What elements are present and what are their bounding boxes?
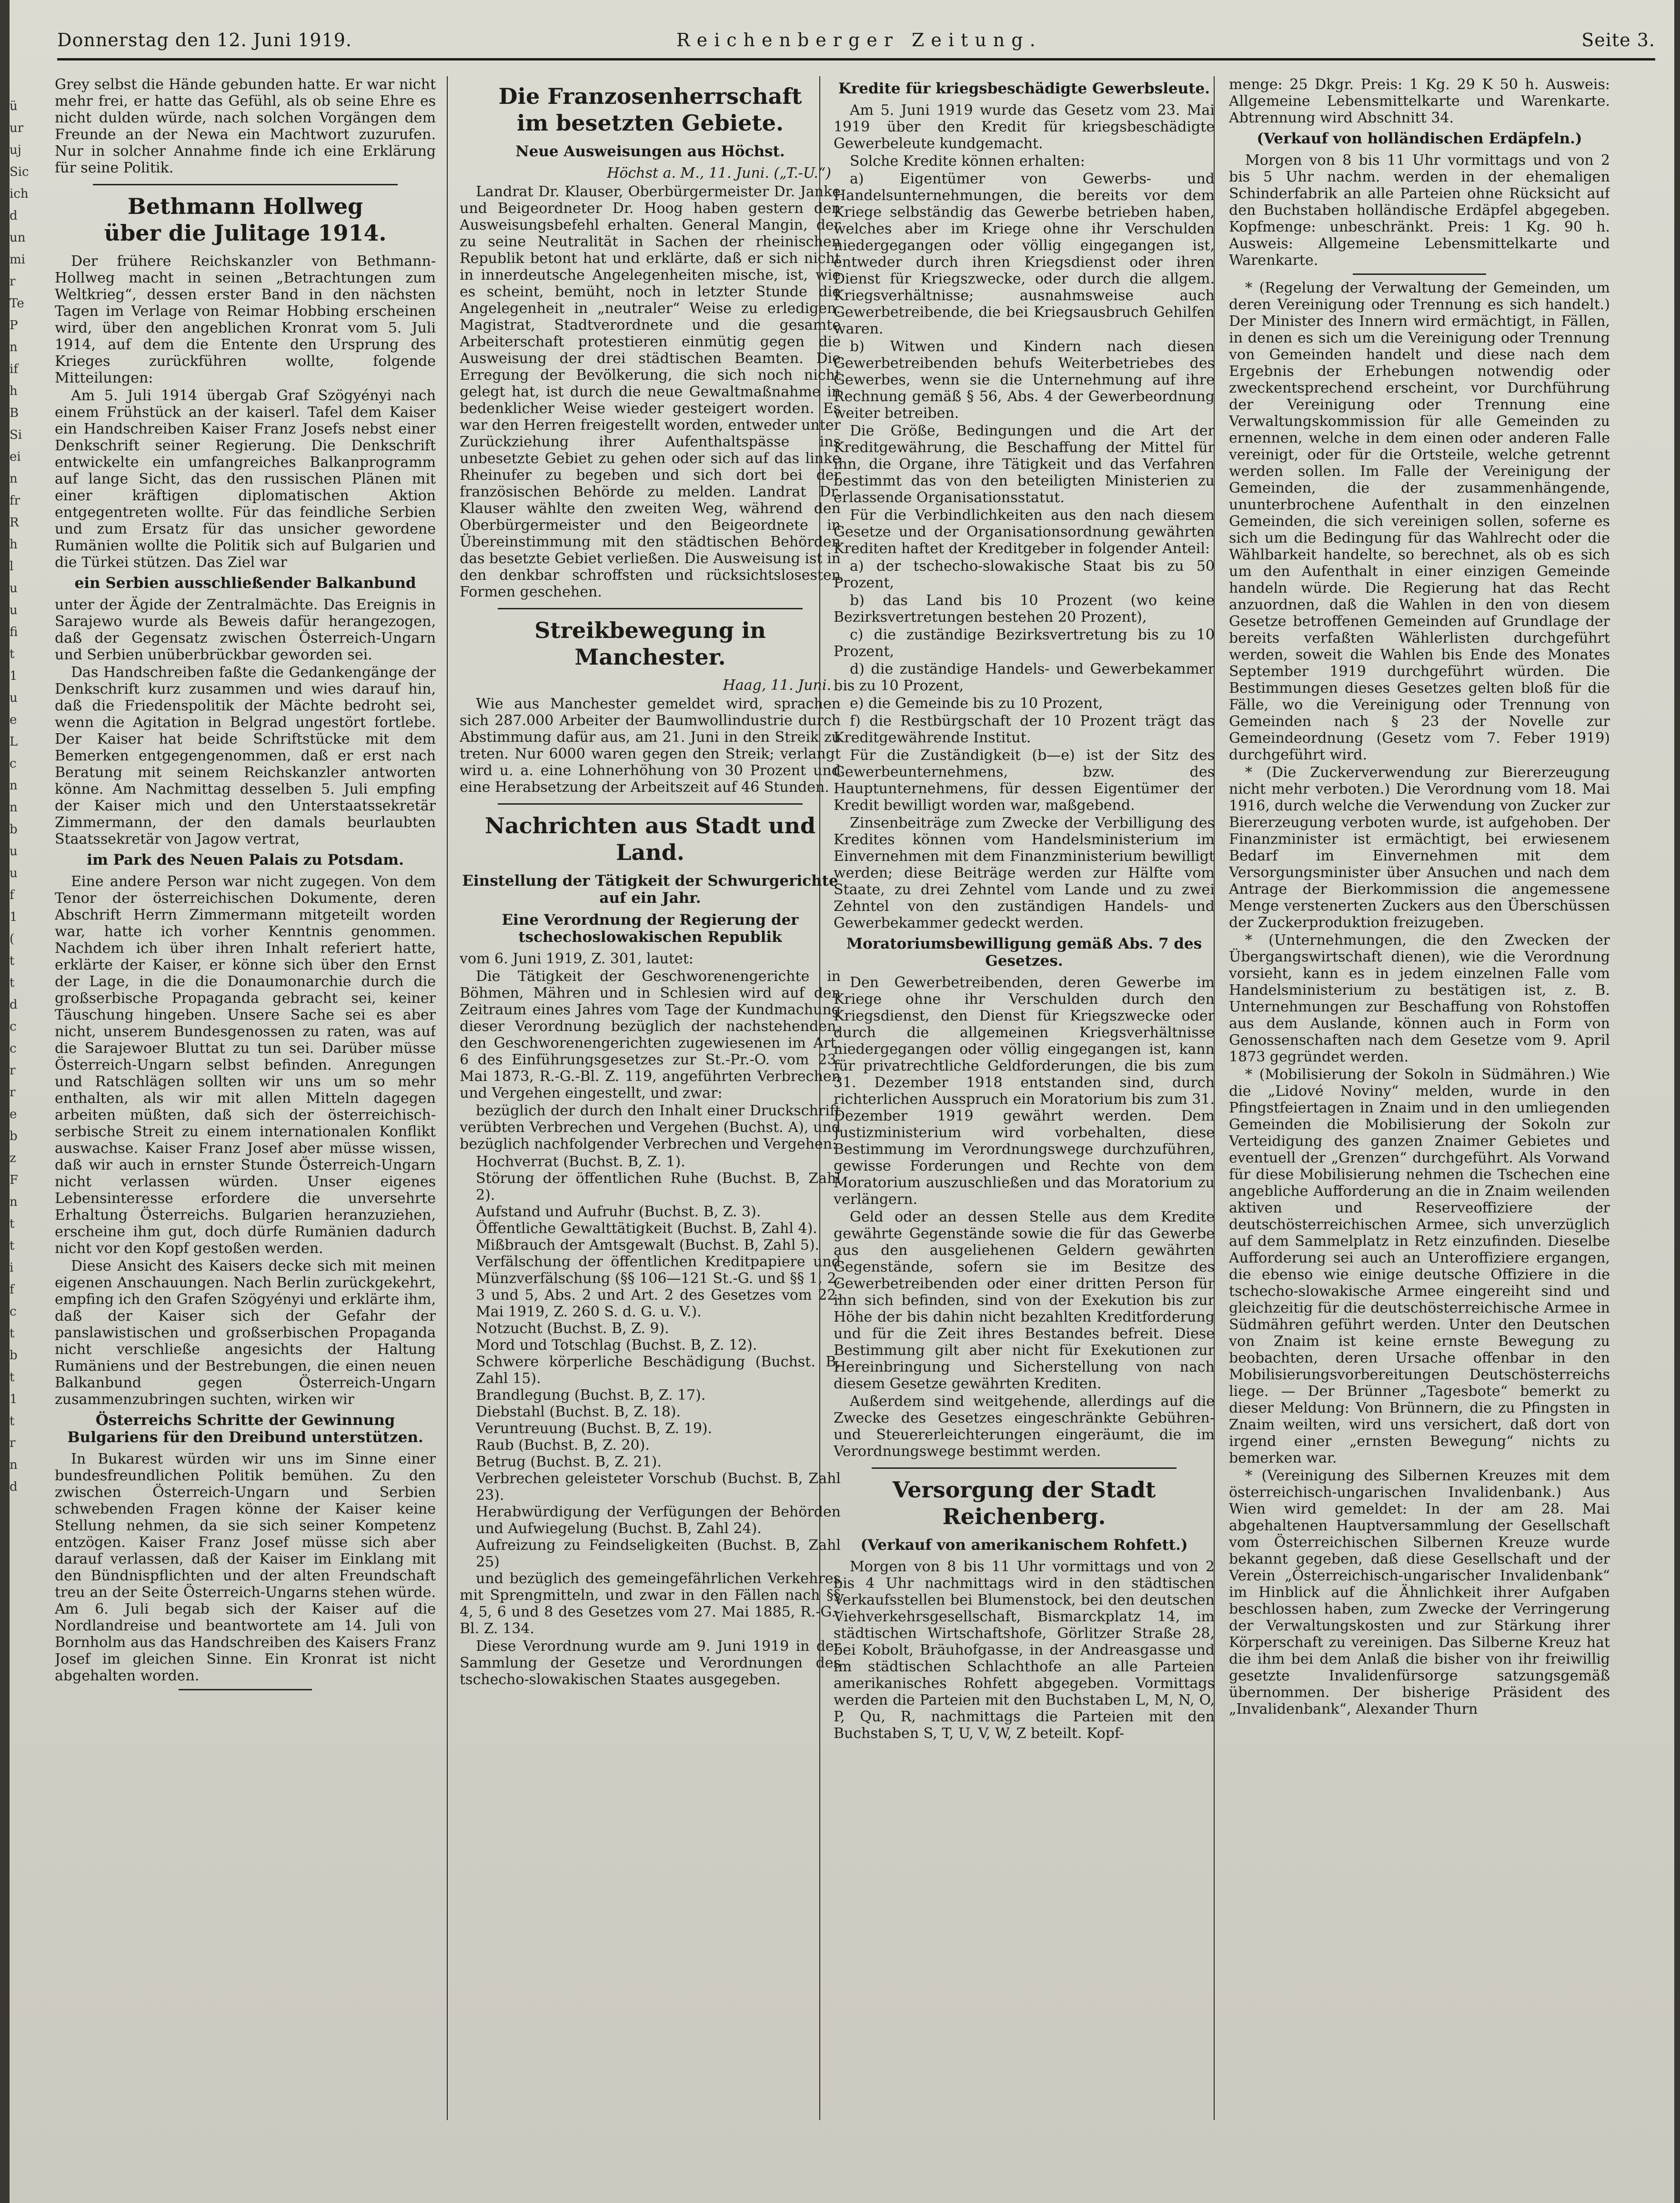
list-item: Verbrechen geleisteter Vorschub (Buchst. B, Zahl 23). — [476, 1470, 841, 1504]
paragraph: f) die Restbürgschaft der 10 Prozent trägt das Kreditgewährende Institut. — [834, 713, 1215, 746]
article-divider — [179, 1689, 312, 1690]
paragraph: b) Witwen und Kindern nach diesen Gewerbetreibenden behufs Weiterbetriebes des Gewerbes, wenn sie die Unternehmung auf ihre Rechnung gemäß § 56, Abs. 4 der Gewerbeordnung weiter betreiben. — [834, 338, 1215, 422]
list-item: Aufreizung zu Feindseligkeiten (Buchst. B, Zahl 25) — [476, 1537, 841, 1570]
article-continuation: Grey selbst die Hände gebunden hatte. Er war nicht mehr frei, er hatte das Gefühl, als ob seine Ehre es nicht dulden würde, nach solchen Vorgängen dem Freunde an der Newa ein Machtwort zuzurufen. Nur in solcher Annahme finde ich eine Erklärung für seine Politik. — [55, 76, 436, 176]
headline-nachrichten: Nachrichten aus Stadt und Land. — [484, 813, 816, 865]
paragraph: Eine andere Person war nicht zugegen. Von dem Tenor der österreichischen Dokumente, deren Abschrift Herrn Zimmermann mitgeteilt worden war, hatte ich vorher Kenntnis genommen. Nachdem ich über ihren Inhalt referiert hatte, erklärte der Kaiser, er könne sich über den Ernst der Lage, in die die Donaumonarchie durch die großserbische Propaganda gebracht sei, keiner Täuschung hingeben. Unsere Sache sei es aber nicht, unserem Bundesgenossen zu raten, was auf die Sarajewoer Bluttat zu tun sei. Darüber müsse Österreich-Ungarn selbst befinden. Anregungen und Ratschlägen sollten wir uns um so mehr enthalten, als wir mit allen Mitteln dagegen arbeiten müßten, daß sich der österreichisch-serbische Streit zu einem internationalen Konflikt auswachse. Kaiser Franz Josef aber müsse wissen, daß wir auch in ernster Stunde Österreich-Ungarn nicht verlassen würden. Unser eigenes Lebensinteresse erfordere die unversehrte Erhaltung Österreichs. Bulgarien heranzuziehen, erscheine ihm gut, doch dürfe Rumänien dadurch nicht vor den Kopf gestoßen werden. — [55, 873, 436, 1257]
list-item: Störung der öffentlichen Ruhe (Buchst. B, Zahl 2). — [476, 1170, 841, 1203]
newspaper-page — [10, 0, 1674, 2203]
news-item: * (Die Zuckerverwendung zur Biererzeugung nicht mehr verboten.) Die Verordnung vom 18. Mai 1916, durch welche die Verwendung von Zucker zur Biererzeugung verboten wurde, ist aufgehoben. Der Finanzminister ist ermächtigt, bei erwiesenem Bedarf im Einvernehmen mit dem Versorgungsminister über Ansuchen und nach dem Antrage der Bierkommission die angemessene Menge verstenerten Zuckers aus den Überschüssen der Zuckerproduktion freizugeben. — [1229, 764, 1610, 931]
list-item: Mord und Totschlag (Buchst. B, Z. 12). — [476, 1337, 757, 1354]
column-2 — [460, 76, 841, 2149]
list-item: Diebstahl (Buchst. B, Z. 18). — [476, 1404, 681, 1420]
masthead — [57, 30, 1655, 61]
paragraph: Die Größe, Bedingungen und die Art der Kreditgewährung, die Beschaffung der Mittel für ihn, die Organe, ihre Tätigkeit und das Verfahren bestimmt das von den beteiligten Ministerien zu erlassende Organisationsstatut. — [834, 423, 1215, 506]
column-4 — [1229, 76, 1610, 2149]
column-3 — [834, 76, 1215, 2149]
paragraph: Für die Zuständigkeit (b—e) ist der Sitz des Gewerbeunternehmens, bzw. des Hauptunternehmens, für dessen Eigentümer der Kredit bewilligt worden war, maßgebend. — [834, 747, 1215, 814]
paragraph: Das Handschreiben faßte die Gedankengänge der Denkschrift kurz zusammen und wies darauf hin, daß die Friedenspolitik der Mächte bedroht sei, wenn die Agitation in Belgrad ungestört fortlebe. Der Kaiser hat beide Schriftstücke mit dem Bemerken entgegengenommen, daß er erst nach Beratung mit seinem Reichskanzler antworten könne. Am Nachmittag desselben 5. Juli empfing der Kaiser mich und den Unterstaatssekretär Zimmermann, der den damals beurlaubten Staatssekretär von Jagow vertrat, — [55, 664, 436, 848]
paragraph: Am 5. Juni 1919 wurde das Gesetz vom 23. Mai 1919 über den Kredit für kriegsbeschädigte Gewerbeleute kundgemacht. — [834, 102, 1215, 152]
paragraph: Für die Verbindlichkeiten aus den nach diesem Gesetze und der Organisationsordnung gewährten Krediten haftet der Kreditgeber in folgender Anteil: — [834, 507, 1215, 557]
paragraph: bezüglich der durch den Inhalt einer Druckschrift verübten Verbrechen und Vergehen (Buchst. A), und bezüglich nachfolgender Verbrechen und Vergehen: — [460, 1102, 841, 1152]
list-item: Öffentliche Gewalttätigkeit (Buchst. B, Zahl 4). — [476, 1220, 817, 1237]
masthead-page-number: Seite 3. — [1581, 30, 1655, 51]
paragraph: Morgen von 8 bis 11 Uhr vormittags und von 2 bis 5 Uhr nachm. werden in der ehemaligen Schinderfabrik an alle Parteien ohne Rücksicht auf den Buchstaben holländische Erdäpfel abgegeben. Kopfmenge: unbeschränkt. Preis: 1 Kg. 90 h. Ausweis: Allgemeine Lebensmittelkarte und Warenkarte. — [1229, 152, 1610, 269]
masthead-date: Donnerstag den 12. Juni 1919. — [57, 30, 352, 51]
paragraph: unter der Ägide der Zentralmächte. Das Ereignis in Sarajewo wurde als Beweis dafür herangezogen, daß der Gegensatz zwischen Österreich-Ungarn und Serbien unüberbrückbar geworden sei. — [55, 596, 436, 663]
subheading: (Verkauf von holländischen Erdäpfeln.) — [1257, 130, 1582, 147]
paragraph: und bezüglich des gemeingefährlichen Verkehres mit Sprengmitteln, und zwar in den Fällen nach §§ 4, 5, 6 und 8 des Gesetzes vom 27. Mai 1885, R.-G.-Bl. Z. 134. — [460, 1570, 841, 1637]
list-item: Aufstand und Aufruhr (Buchst. B, Z. 3). — [476, 1203, 761, 1220]
paragraph: Wie aus Manchester gemeldet wird, sprachen sich 287.000 Arbeiter der Baumwollindustrie durch Abstimmung dafür aus, am 21. Juni in den Streik zu treten. Nur 6000 waren gegen den Streik; verlangt wird u. a. eine Lohnerhöhung von 30 Prozent und eine Herabsetzung der Arbeitszeit auf 46 Stunden. — [460, 696, 841, 796]
headline-bethmann-hollweg — [55, 193, 436, 246]
list-item: Mißbrauch der Amtsgewalt (Buchst. B, Zahl 5). — [476, 1237, 820, 1253]
paragraph: d) die zuständige Handels- und Gewerbekammer bis zu 10 Prozent, — [834, 661, 1215, 694]
list-item: Raub (Buchst. B, Z. 20). — [476, 1437, 650, 1454]
paragraph: Diese Ansicht des Kaisers decke sich mit meinen eigenen Anschauungen. Nach Berlin zurückgekehrt, empfing ich den Grafen Szögyényi und erklärte ihm, daß der Kaiser sich der Gefahr der panslawistischen und großserbischen Propaganda nicht verschließe angesichts der Haltung Rumäniens und der Bestrebungen, die einen neuen Balkanbund gegen Österreich-Ungarn zusammenzubringen suchten, wirken wir — [55, 1258, 436, 1408]
article-divider — [1353, 273, 1486, 275]
paragraph: e) die Gemeinde bis zu 10 Prozent, — [850, 695, 1103, 712]
paragraph: menge: 25 Dkgr. Preis: 1 Kg. 29 K 50 h. Ausweis: Allgemeine Lebensmittelkarte und Warenkarte. Abtrennung wird Abschnitt 34. — [1229, 76, 1610, 126]
paragraph: Zinsenbeiträge zum Zwecke der Verbilligung des Kredites können vom Handelsministerium im Einvernehmen mit dem Finanzministerium bewilligt werden; diese Beiträge werden zur Hälfte vom Staate, zu drei Zehntel vom Lande und zu zwei Zehntel von den zuständigen Handels- und Gewerbekammer gedeckt werden. — [834, 815, 1215, 931]
subheading: Kredite für kriegsbeschädigte Gewerbsleute. — [838, 80, 1210, 97]
headline-franzosenherrschaft — [460, 83, 841, 136]
list-item: Betrug (Buchst. B, Z. 21). — [476, 1454, 662, 1470]
dateline: Höchst a. M., 11. Juni. („T.-U.“) — [607, 165, 831, 182]
news-item: * (Unternehmungen, die den Zwecken der Übergangswirtschaft dienen), wie die Verordnung vorsieht, kann es in jedem einzelnen Falle vom Handelsministerium zu bestätigen ist, z. B. Unternehmungen zur Beschaffung von Rohstoffen aus dem Auslande, können auch in Form von Genossenschaften nach dem Gesetze vom 9. April 1873 gegründet werden. — [1229, 932, 1610, 1065]
subheading: Eine Verordnung der Regierung der tschechoslowakischen Republik — [502, 911, 799, 946]
news-item: * (Regelung der Verwaltung der Gemeinden, um deren Vereinigung oder Trennung es sich handelt.) Der Minister des Innern wird ermächtigt, in Fällen, in denen es sich um die Vereinigung oder Trennung von Gemeinden handelt und diese nach dem Ergebnis der Erhebungen notwendig oder zweckentsprechend erscheint, vor Durchführung der Vereinigung oder Trennung eine Verwaltungskommission für alle Gemeinden zu ernennen, welche in dem einen oder anderen Falle vereinigt, oder für die Ortsteile, welche getrennt werden sollen. Im Falle der Vereinigung der Gemeinden, die der zusammenhängende, ununterbrochene Aufenthalt in den einzelnen Gemeinden, die sich vereinigen sollen, soferne es sich um die Bedingung für das Wahlrecht oder die Wählbarkeit handelte, so berechnet, als ob es sich um den Aufenthalt in einer einzigen Gemeinde handeln würde. Die Regierung hat das Recht anzuordnen, daß die Wahlen in den von diesem Gesetze betroffenen Gemeinden auf Grundlage der bereits verfaßten Wählerlisten durchgeführt werden, soweit die Wahlen bis Ende des Monates September 1919 durchgeführt würden. Die Bestimmungen dieses Gesetzes gelten bloß für die Fälle, wo die Vereinigung oder Trennung von Gemeinden nach § 23 der Novelle zur Gemeindeordnung (Gesetz vom 7. Feber 1919) durchgeführt wird. — [1229, 280, 1610, 763]
article-divider — [872, 1467, 1177, 1469]
adjacent-page-edge-text: ü ur uj Sic ich d un mi r Te P n if h B Si ei n fr R h l u u fi t 1 u e L c n n b u u f 1 ( t t d c c r r e b z F n t t i f c t b t 1 t r n d — [10, 99, 29, 1494]
subheading: im Park des Neuen Palais zu Potsdam. — [87, 851, 404, 869]
article-divider — [498, 803, 803, 805]
paragraph: c) die zuständige Bezirksvertretung bis zu 10 Prozent, — [834, 627, 1215, 660]
paragraph: Diese Verordnung wurde am 9. Juni 1919 in der Sammlung der Gesetze und Verordnungen des tschecho-slowakischen Staates ausgegeben. — [460, 1638, 841, 1688]
headline-streikbewegung: Streikbewegung in Manchester. — [534, 617, 766, 670]
paragraph: Am 5. Juli 1914 übergab Graf Szögyényi nach einem Frühstück an der kaiserl. Tafel dem Kaiser ein Handschreiben Kaiser Franz Josefs nebst einer Denkschrift seiner Regierung. Die Denkschrift entwickelte ein umfangreiches Balkanprogramm auf lange Sicht, das den russischen Plänen mit einer kräftigen diplomatischen Aktion entgegentreten wollte. Für das feindliche Serbien und zum Ersatz für das unsicher gewordene Rumänien wollte die Politik sich auf Bulgarien und die Türkei stützen. Das Ziel war — [55, 387, 436, 571]
list-item: Herabwürdigung der Verfügungen der Behörden und Aufwiegelung (Buchst. B, Zahl 24). — [476, 1504, 841, 1537]
list-item: Veruntreuung (Buchst. B, Z. 19). — [476, 1420, 713, 1437]
paragraph: a) der tschecho-slowakische Staat bis zu 50 Prozent, — [834, 558, 1215, 591]
masthead-title: Reichenberger Zeitung. — [676, 30, 1042, 51]
article-divider — [93, 184, 398, 185]
paragraph: b) das Land bis 10 Prozent (wo keine Bezirksvertretungen bestehen 20 Prozent), — [834, 592, 1215, 626]
subheading: Moratoriumsbewilligung gemäß Abs. 7 des Gesetzes. — [846, 935, 1202, 970]
column-rule — [447, 76, 448, 2120]
offense-list — [460, 1153, 841, 1570]
headline-line: über die Julitage 1914. — [104, 220, 387, 246]
paragraph: vom 6. Juni 1919, Z. 301, lautet: — [460, 950, 694, 967]
subheading: (Verkauf von amerikanischem Rohfett.) — [860, 1536, 1188, 1554]
headline-versorgung: Versorgung der Stadt Reichenberg. — [892, 1477, 1156, 1529]
column-1 — [55, 76, 436, 2149]
list-item: Notzucht (Buchst. B, Z. 9). — [476, 1320, 669, 1337]
headline-line: Bethmann Hollweg — [127, 193, 363, 219]
paragraph: Morgen von 8 bis 11 Uhr vormittags und von 2 bis 4 Uhr nachmittags wird in den städtischen Verkaufsstellen bei Blumenstock, bei den deutschen Viehverkehrsgesellschaft, Bismarckplatz 14, im städtischen Wirtschaftshofe, Görlitzer Straße 28, bei Kobolt, Bräuhofgasse, in der Andreasgasse und im städtischen Schlachthofe an alle Parteien amerikanisches Rohfett abgegeben. Vormittags werden die Parteien mit den Buchstaben L, M, N, O, P, Qu, R, nachmittags die Parteien mit den Buchstaben S, T, U, V, W, Z beteilt. Kopf- — [834, 1558, 1215, 1742]
news-item: * (Vereinigung des Silbernen Kreuzes mit dem österreichisch-ungarischen Invalidenbank.) Aus Wien wird gemeldet: In der am 28. Mai abgehaltenen Hauptversammlung der Gesellschaft vom Österreichischen Silbernen Kreuze wurde bekannt gegeben, daß diese Gesellschaft und der Verein „Österreichisch-ungarischer Invalidenbank“ im Hinblick auf die Ähnlichkeit ihrer Aufgaben beschlossen haben, zum Zwecke der Verringerung der Verwaltungskosten und zur Stärkung ihrer Körperschaft zu vereinigen. Das Silberne Kreuz hat die ihm bei dem Anlaß die bisher von ihr freiwillig gesetzte Invalidenfürsorge satzungsgemäß übernommen. Der bisherige Präsident des „Invalidenbank“, Alexander Thurn — [1229, 1467, 1610, 1718]
paragraph: Landrat Dr. Klauser, Oberbürgermeister Dr. Janke und Beigeordneter Dr. Hoog haben gestern den Ausweisungsbefehl erhalten. General Mangin, der zu seine Neutralität in Sachen der rheinischen Republik betont hat und erklärte, daß er sich nicht in innerdeutsche Angelegenheiten mische, ist, wie es scheint, bemüht, noch in letzter Stunde die Angelegenheit in „neutraler“ Weise zu erledigen. Magistrat, Stadtverordnete und die gesamte Arbeiterschaft protestieren einmütig gegen die Ausweisung der drei städtischen Beamten. Die Erregung der Bevölkerung, die sich noch nicht gelegt hat, ist durch die neue Gewaltmaßnahme in bedenklicher Weise wieder gesteigert worden. Es war den Herren freigestellt worden, entweder unter Zurückziehung ihrer Aufenthaltspässe ins unbesetzte Gebiet zu gehen oder sich auf das linke Rheinufer zu begeben und sich dort bei der französischen Behörde zu melden. Landrat Dr. Klauser wählte den zweiten Weg, während den Oberbürgermeister und den Beigeordnete in Übereinstimmung mit den städtischen Behörden das besetzte Gebiet verließen. Die Ausweisung ist in den denkbar schroffsten und rücksichtslosesten Formen geschehen. — [460, 183, 841, 600]
subheading: Österreichs Schritte der Gewinnung Bulgariens für den Dreibund unterstützen. — [67, 1412, 423, 1446]
paragraph: Die Tätigkeit der Geschworenengerichte in Böhmen, Mähren und in Schlesien wird auf den Zeitraum eines Jahres vom Tage der Kundmachung dieser Verordnung bezüglich der nachstehenden, den Geschworenengerichten zugewiesenen im Art. 6 des Einführungsgesetzes zur St.-Pr.-O. vom 23. Mai 1873, R.-G.-Bl. Z. 119, angeführten Verbrechen und Vergehen eingestellt, und zwar: — [460, 968, 841, 1102]
paragraph: Den Gewerbetreibenden, deren Gewerbe im Kriege ohne ihr Verschulden durch den Kriegsdienst, den Dienst für Kriegszwecke oder durch die allgemeinen Kriegsverhältnisse niedergegangen oder völlig eingegangen ist, kann für privatrechtliche Geldforderungen, die bis zum 31. Dezember 1918 entstanden sind, durch richterlichen Ausspruch ein Moratorium bis zum 31. Dezember 1919 gewährt werden. Dem Justizministerium wird vorbehalten, diese Bestimmung im Verordnungswege durchzuführen, gewisse Forderungen und Rechte von dem Moratorium auszuschließen und das Moratorium zu verlängern. — [834, 974, 1215, 1208]
subheading: Neue Ausweisungen aus Höchst. — [515, 143, 785, 160]
headline-line: im besetzten Gebiete. — [516, 110, 784, 136]
article-divider — [498, 608, 803, 609]
paragraph: Der frühere Reichskanzler von Bethmann-Hollweg macht in seinen „Betrachtungen zum Weltkrieg“, dessen erster Band in den nächsten Tagen im Verlage von Reimar Hobbing erscheinen wird, über den angeblichen Kronrat vom 5. Juli 1914, auf dem die Entente den Ursprung des Krieges zurückführen wollte, folgende Mitteilungen: — [55, 253, 436, 386]
news-item: * (Mobilisierung der Sokoln in Südmähren.) Wie die „Lidové Noviny“ melden, wurde in den Pfingstfeiertagen in Znaim und in den umliegenden Gemeinden die Mobilisierung der Sokoln zur Verteidigung des ganzen Znaimer Gebietes und eventuell der „Grenzen“ durchgeführt. Als Vorwand für diese Mobilisierung nehmen die Tschechen eine angebliche Aufforderung an die in Znaim weilenden aktiven und Reserveoffiziere der deutschösterreichischen Armee, sich unverzüglich auf dem Sammelplatz in Retz einzufinden. Dieselbe Aufforderung sei auch an Unteroffiziere ergangen, die ebenso wie einige deutsche Offiziere in die tschecho-slowakische Armee eingereiht sind und gleichzeitig für die deutschösterreichische Armee in Südmähren geführt werden. Unter den Deutschen von Znaim ist keine ernste Bewegung zu beobachten, deren Ursache offenbar in den Mobilisierungsvorbereitungen Deutschösterreichs liege. — Der Brünner „Tagesbote“ bemerkt zu dieser Meldung: Von Brünnern, die zu Pfingsten in Znaim weilten, wird uns versichert, daß dort von irgend einer „ernsten Bewegung“ nichts zu bemerken war. — [1229, 1066, 1610, 1466]
paragraph: In Bukarest würden wir uns im Sinne einer bundesfreundlichen Politik bemühen. Zu den zwischen Österreich-Ungarn und Serbien schwebenden Fragen könne der Kaiser keine Stellung nehmen, da sie sich seiner Kompetenz entzögen. Kaiser Franz Josef müsse sich aber darauf verlassen, daß der Kaiser im Einklang mit den Bündnispflichten und der alten Freundschaft treu an der Seite Österreich-Ungarns stehen würde. Am 6. Juli begab sich der Kaiser auf die Nordlandreise und beantwortete am 14. Juli von Bornholm aus das Handschreiben des Kaisers Franz Josef im gleichen Sinne. Ein Kronrat ist nicht abgehalten worden. — [55, 1451, 436, 1684]
dateline: Haag, 11. Juni. — [723, 677, 831, 694]
subheading: ein Serbien ausschließender Balkanbund — [74, 575, 416, 592]
paragraph: Geld oder an dessen Stelle aus dem Kredite gewährte Gegenstände sowie die für das Gewerbe aus den ausgeliehenen Geldern gewährten Gegenstände, sofern sie im Besitze des Gewerbetreibenden oder einer dritten Person für ihn sich befinden, sind von der Exekution bis zur Höhe der bis dahin nicht bezahlten Kreditforderung und für die Zeit ihres Bestandes befreit. Diese Bestimmung gilt aber nicht für Exekutionen zur Hereinbringung und Sicherstellung von nach diesem Gesetze gewährten Krediten. — [834, 1209, 1215, 1392]
headline-line: Die Franzosenherrschaft — [498, 83, 802, 109]
paragraph: Außerdem sind weitgehende, allerdings auf die Zwecke des Gesetzes eingeschränkte Gebühren- und Steuererleichterungen eingeräumt, die im Verordnungswege bestimmt werden. — [834, 1393, 1215, 1460]
list-item: Brandlegung (Buchst. B, Z. 17). — [476, 1387, 706, 1404]
list-item: Schwere körperliche Beschädigung (Buchst. B, Zahl 15). — [476, 1354, 841, 1387]
paragraph: a) Eigentümer von Gewerbs- und Handelsunternehmungen, die bereits vor dem Kriege selbständig das Gewerbe betrieben haben, welches aber im Kriege ohne ihr Verschulden niedergegangen oder völlig eingegangen ist, entweder durch ihren Kriegsdienst oder ihren Dienst für Kriegszwecke, oder durch die allgem. Kriegsverhältnisse; ausnahmsweise auch Gewerbetreibende, die bei Kriegsausbruch Gehilfen waren. — [834, 171, 1215, 337]
list-item: Hochverrat (Buchst. B, Z. 1). — [476, 1153, 685, 1170]
list-item: Verfälschung der öffentlichen Kreditpapiere und Münzverfälschung (§§ 106—121 St.-G. und §§ 1, 2, 3 und 5, Abs. 2 und Art. 2 des Gesetzes vom 22. Mai 1919, Z. 260 S. d. G. u. V.). — [476, 1253, 841, 1320]
subheading: Einstellung der Tätigkeit der Schwurgerichte auf ein Jahr. — [462, 872, 838, 907]
paragraph: Solche Kredite können erhalten: — [850, 153, 1085, 170]
